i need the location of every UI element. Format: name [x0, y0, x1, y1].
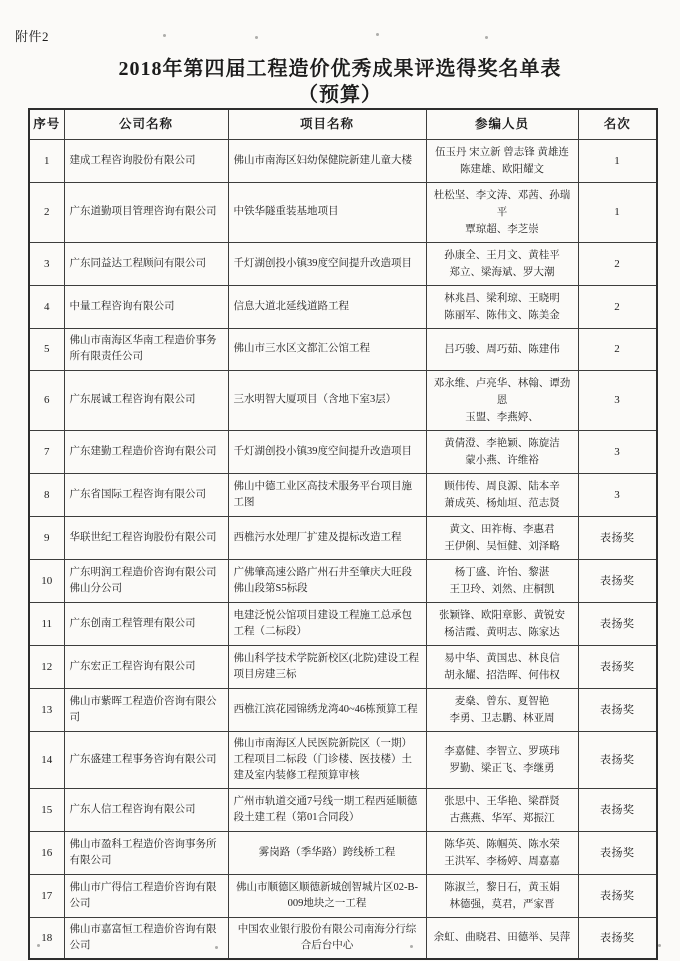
participant-line: 萧成英、杨灿垣、范志贤	[444, 497, 560, 509]
row-number-cell: 1	[29, 139, 64, 182]
participants-cell	[426, 602, 578, 645]
rank-cell: 表扬奖	[578, 559, 657, 602]
row-number-cell: 17	[29, 874, 64, 917]
scan-speck	[37, 944, 40, 947]
row-number-cell: 3	[29, 242, 64, 285]
participant-line: 杨洁霞、黄明志、陈家达	[444, 626, 560, 638]
rank-cell: 2	[578, 328, 657, 370]
participant-line: 邓永维、卢亮华、林翰、谭劲恩	[433, 377, 571, 406]
row-number-cell: 12	[29, 645, 64, 688]
participants-cell	[426, 788, 578, 831]
participant-line: 王卫玲、刘然、庄桐凯	[449, 583, 555, 595]
scan-speck	[163, 34, 166, 37]
table-row	[29, 516, 657, 559]
project-name-cell: 广佛肇高速公路广州石井至肇庆大旺段佛山段第S5标段	[228, 559, 426, 602]
participant-line: 陈淑兰，黎日石，黄玉娟	[444, 881, 560, 893]
row-number-cell: 15	[29, 788, 64, 831]
company-name-cell: 广东明润工程造价咨询有限公司佛山分公司	[64, 559, 228, 602]
company-name-cell: 佛山市紫晖工程造价咨询有限公司	[64, 688, 228, 731]
table-row	[29, 559, 657, 602]
participant-line: 林德强，莫君，严家晋	[449, 898, 555, 910]
row-number-cell: 11	[29, 602, 64, 645]
row-number-cell: 7	[29, 430, 64, 473]
participant-line: 余虹、曲晓君、田德举、吴萍	[433, 932, 571, 944]
project-name-cell: 西樵污水处理厂扩建及提标改造工程	[228, 516, 426, 559]
participants-cell	[426, 182, 578, 242]
document-title-line2: （预算）	[298, 84, 382, 106]
rank-cell: 2	[578, 242, 657, 285]
project-name-cell: 雾岗路（季华路）跨线桥工程	[228, 831, 426, 874]
participant-line: 麦燊、曾东、夏智艳	[454, 695, 550, 707]
participant-line: 蒙小燕、许维裕	[465, 454, 539, 466]
participants-cell	[426, 370, 578, 430]
rank-cell: 1	[578, 182, 657, 242]
participant-line: 陈建雄、欧阳耀文	[460, 163, 544, 175]
table-row	[29, 139, 657, 182]
header-row	[29, 109, 657, 139]
company-name-cell: 广东人信工程咨询有限公司	[64, 788, 228, 831]
participant-line: 胡永耀、招浩晖、何伟权	[444, 669, 560, 681]
table-row	[29, 328, 657, 370]
company-name-cell: 建成工程咨询股份有限公司	[64, 139, 228, 182]
participant-line: 伍玉丹 宋立新 曾志锋 黄雄连	[435, 146, 569, 158]
table-row	[29, 473, 657, 516]
participant-line: 玉盟、李燕婷、	[465, 411, 539, 423]
project-name-cell: 三水明智大厦项目（含地下室3层）	[228, 370, 426, 430]
participant-line: 张思中、王华艳、梁群贤	[444, 795, 560, 807]
participants-cell	[426, 688, 578, 731]
company-name-cell: 佛山市嘉富恒工程造价咨询有限公司	[64, 917, 228, 959]
project-name-cell: 中铁华隧重装基地项目	[228, 182, 426, 242]
participants-cell	[426, 516, 578, 559]
table-row	[29, 182, 657, 242]
company-name-cell: 广东展诚工程咨询有限公司	[64, 370, 228, 430]
participant-line: 黄倩澄、李艳颖、陈旋洁	[444, 437, 560, 449]
participant-line: 顾伟传、周良源、陆本辛	[444, 480, 560, 492]
participant-line: 黄文、田祚梅、李惠君	[449, 523, 555, 535]
awards-table	[28, 108, 658, 960]
row-number-cell: 8	[29, 473, 64, 516]
company-name-cell: 广东道勤项目管理咨询有限公司	[64, 182, 228, 242]
rank-cell: 1	[578, 139, 657, 182]
participants-cell	[426, 430, 578, 473]
company-name-cell: 佛山市盈科工程造价咨询事务所有限公司	[64, 831, 228, 874]
participant-line: 吕巧骏、周巧茹、陈建伟	[444, 343, 560, 355]
row-number-cell: 9	[29, 516, 64, 559]
scan-speck	[255, 36, 258, 39]
row-number-cell: 18	[29, 917, 64, 959]
header-cell-company: 公司名称	[64, 109, 228, 139]
rank-cell: 表扬奖	[578, 645, 657, 688]
row-number-cell: 6	[29, 370, 64, 430]
rank-cell: 表扬奖	[578, 731, 657, 788]
participants-cell	[426, 831, 578, 874]
row-number-cell: 5	[29, 328, 64, 370]
table-row	[29, 731, 657, 788]
rank-cell: 表扬奖	[578, 917, 657, 959]
scan-speck	[410, 945, 413, 948]
project-name-cell: 电建泛悦公馆项目建设工程施工总承包工程（二标段）	[228, 602, 426, 645]
participants-cell	[426, 874, 578, 917]
participant-line: 张颖锋、欧阳章影、黄锐安	[439, 609, 565, 621]
company-name-cell: 广东创南工程管理有限公司	[64, 602, 228, 645]
company-name-cell: 广东同益达工程顾问有限公司	[64, 242, 228, 285]
project-name-cell: 中国农业银行股份有限公司南海分行综合后台中心	[228, 917, 426, 959]
company-name-cell: 广东建勤工程造价咨询有限公司	[64, 430, 228, 473]
project-name-cell: 佛山市顺德区顺德新城创智城片区02-B-009地块之一工程	[228, 874, 426, 917]
awards-table-header	[29, 109, 657, 139]
participant-line: 陈丽军、陈伟文、陈美金	[444, 309, 560, 321]
project-name-cell: 佛山市三水区文都汇公馆工程	[228, 328, 426, 370]
participant-line: 李勇、卫志鹏、林亚周	[449, 712, 555, 724]
document-title-line1: 2018年第四届工程造价优秀成果评选得奖名单表	[118, 58, 562, 80]
project-name-cell: 千灯湖创投小镇39度空间提升改造项目	[228, 242, 426, 285]
table-row	[29, 788, 657, 831]
rank-cell: 表扬奖	[578, 516, 657, 559]
header-cell-no: 序号	[29, 109, 64, 139]
participants-cell	[426, 473, 578, 516]
header-cell-participants: 参编人员	[426, 109, 578, 139]
scan-speck	[485, 36, 488, 39]
rank-cell: 表扬奖	[578, 874, 657, 917]
project-name-cell: 佛山科学技术学院新校区(北院)建设工程项目房建三标	[228, 645, 426, 688]
participant-line: 古燕燕、华军、郑振江	[449, 812, 555, 824]
participant-line: 李嘉健、李智立、罗瑛玮	[444, 745, 560, 757]
header-cell-project: 项目名称	[228, 109, 426, 139]
scan-speck	[376, 33, 379, 36]
table-row	[29, 917, 657, 959]
row-number-cell: 13	[29, 688, 64, 731]
participant-line: 罗勤、梁正飞、李继勇	[449, 762, 555, 774]
participants-cell	[426, 139, 578, 182]
participants-cell	[426, 731, 578, 788]
row-number-cell: 2	[29, 182, 64, 242]
participant-line: 杨丁盛、许怡、黎湛	[454, 566, 550, 578]
table-row	[29, 874, 657, 917]
company-name-cell: 广东省国际工程咨询有限公司	[64, 473, 228, 516]
rank-cell: 表扬奖	[578, 688, 657, 731]
company-name-cell: 佛山市南海区华南工程造价事务所有限责任公司	[64, 328, 228, 370]
participants-cell	[426, 559, 578, 602]
rank-cell: 表扬奖	[578, 788, 657, 831]
participant-line: 王洪军、李杨婷、周嘉嘉	[444, 855, 560, 867]
row-number-cell: 14	[29, 731, 64, 788]
participant-line: 杜松坚、李文涛、邓茜、孙瑞平	[433, 189, 571, 218]
participant-line: 覃琼超、李芝崇	[465, 223, 539, 235]
participant-line: 孙康全、王月文、黄桂平	[444, 249, 560, 261]
table-row	[29, 285, 657, 328]
row-number-cell: 4	[29, 285, 64, 328]
rank-cell: 表扬奖	[578, 602, 657, 645]
rank-cell: 表扬奖	[578, 831, 657, 874]
rank-cell: 3	[578, 473, 657, 516]
scan-speck	[215, 946, 218, 949]
attachment-label: 附件2	[15, 29, 50, 44]
participant-line: 林兆昌、梁利琼、王晓明	[444, 292, 560, 304]
table-row	[29, 688, 657, 731]
company-name-cell: 广东宏正工程咨询有限公司	[64, 645, 228, 688]
rank-cell: 3	[578, 430, 657, 473]
participants-cell	[426, 917, 578, 959]
participants-cell	[426, 242, 578, 285]
table-row	[29, 370, 657, 430]
participant-line: 陈华英、陈帼英、陈水荣	[444, 838, 560, 850]
header-cell-rank: 名次	[578, 109, 657, 139]
awards-table-body	[29, 139, 657, 959]
table-row	[29, 242, 657, 285]
rank-cell: 2	[578, 285, 657, 328]
table-row	[29, 430, 657, 473]
participant-line: 王伊俐、吴恒健、刘泽略	[444, 540, 560, 552]
project-name-cell: 佛山市南海区妇幼保健院新建儿童大楼	[228, 139, 426, 182]
participant-line: 易中华、黄国忠、林良信	[444, 652, 560, 664]
document-title	[0, 56, 680, 108]
project-name-cell: 千灯湖创投小镇39度空间提升改造项目	[228, 430, 426, 473]
table-row	[29, 831, 657, 874]
project-name-cell: 佛山市南海区人民医院新院区（一期）工程项目二标段（门诊楼、医技楼）土建及室内装修工程预算审核	[228, 731, 426, 788]
company-name-cell: 佛山市广得信工程造价咨询有限公司	[64, 874, 228, 917]
row-number-cell: 10	[29, 559, 64, 602]
table-row	[29, 602, 657, 645]
participants-cell	[426, 328, 578, 370]
row-number-cell: 16	[29, 831, 64, 874]
rank-cell: 3	[578, 370, 657, 430]
participants-cell	[426, 645, 578, 688]
project-name-cell: 信息大道北延线道路工程	[228, 285, 426, 328]
company-name-cell: 广东盛建工程事务咨询有限公司	[64, 731, 228, 788]
project-name-cell: 广州市轨道交通7号线一期工程西延顺德段土建工程（第01合同段）	[228, 788, 426, 831]
participant-line: 郑立、梁海斌、罗大潮	[449, 266, 555, 278]
company-name-cell: 中量工程咨询有限公司	[64, 285, 228, 328]
table-row	[29, 645, 657, 688]
project-name-cell: 西樵江滨花园锦绣龙湾40~46栋预算工程	[228, 688, 426, 731]
participants-cell	[426, 285, 578, 328]
company-name-cell: 华联世纪工程咨询股份有限公司	[64, 516, 228, 559]
project-name-cell: 佛山中德工业区高技术服务平台项目施工图	[228, 473, 426, 516]
scan-speck	[658, 944, 661, 947]
